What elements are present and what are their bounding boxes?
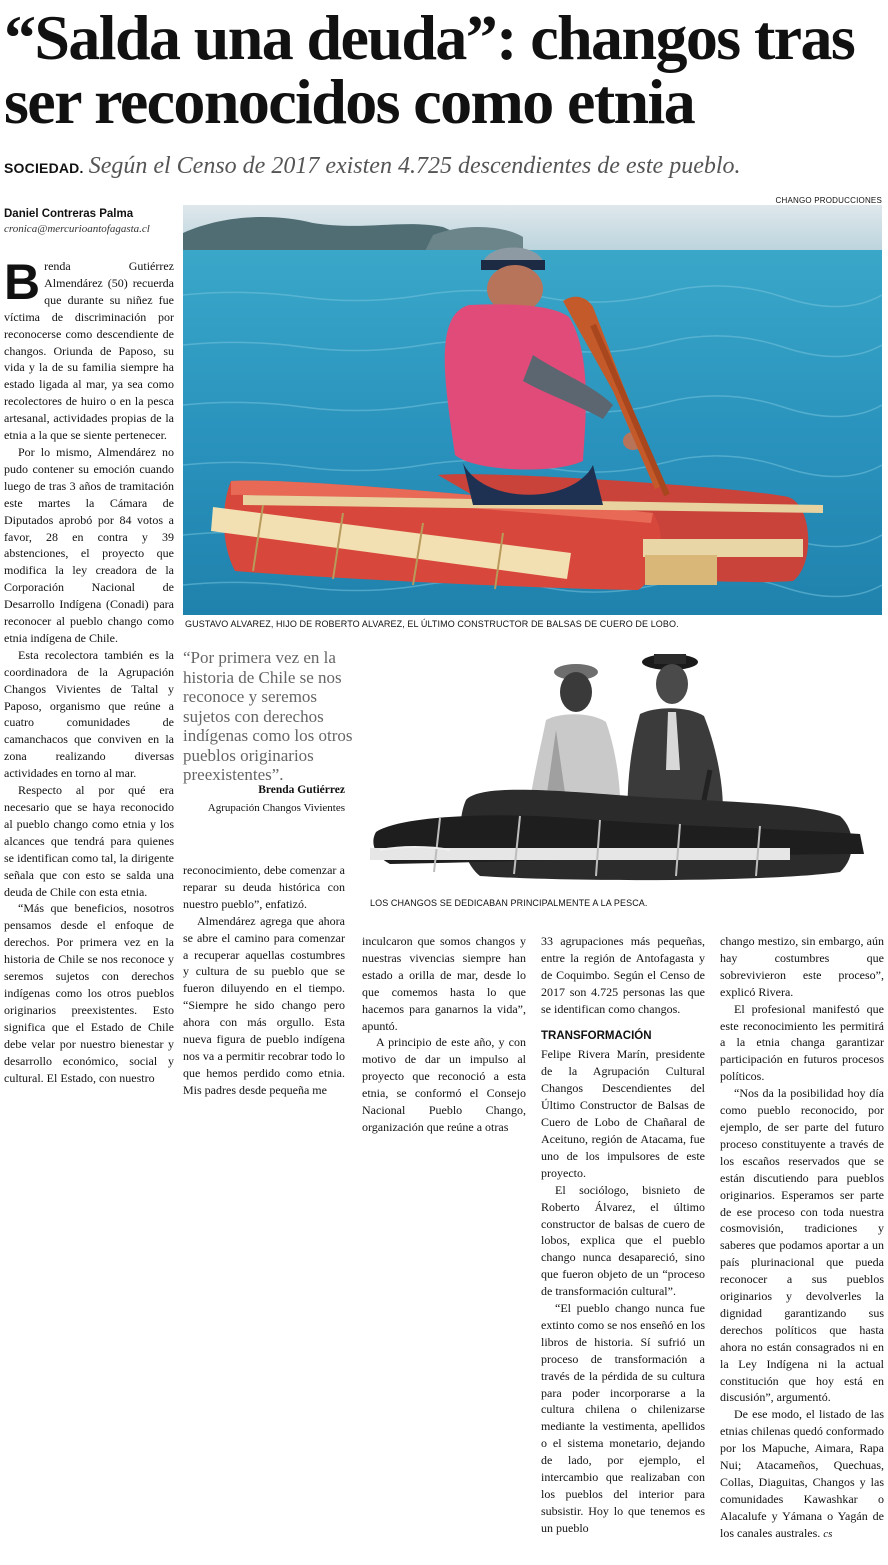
paragraph: El profesional manifestó que este reconocimiento les permitirá a la etnia changa garantizar participación en futuros procesos políticos. — [720, 1001, 884, 1084]
raft-photo-illustration — [183, 205, 882, 615]
paragraph: Felipe Rivera Marín, presidente de la Agrupación Cultural Changos Descendientes del Último Constructor de Balsas de Cuero de Lobo de Chañaral de Aceituno, región de Atacama, fue uno de los impulsores de este proyecto. — [541, 1047, 705, 1180]
historic-photo — [370, 650, 882, 895]
paragraph: “El pueblo chango nunca fue extinto como se nos enseñó en los libros de historia. Sí sufrió un proceso de transformación a través de la pérdida de su cultura para poder incorporarse a la cultura chilena o chilenizarse mediante la vestimenta, apellidos o el sistema monetario, dejando de lado, por ejemplo, el intercambio que realizaban con los pueblos del interior para subsistir. Hoy lo que tenemos es un pueblo — [541, 1301, 705, 1535]
drop-cap: B — [4, 254, 41, 310]
end-mark: cs — [823, 1527, 833, 1540]
author-name: Daniel Contreras Palma — [4, 208, 134, 220]
paragraph: El sociólogo, bisnieto de Roberto Álvarez, el último constructor de balsas de cuero de lobos, explica que el pueblo chango nunca desapareció, sino que fueron objeto de un “proceso de transformación cultural”. — [541, 1182, 705, 1299]
article-column-5 — [720, 933, 884, 1543]
pull-quote: “Por primera vez en la historia de Chile se nos reconoce y seremos sujetos con derechos indígenas como los otros pueblos originarios preexistentes”. — [183, 648, 353, 784]
paragraph: Por lo mismo, Almendárez no pudo contener su emoción cuando luego de tras 3 años de tramitación este martes la Cámara de Diputados aprobó por 84 votos a favor, 28 en contra y 39 abstenciones, el proyecto que modifica la ley creadora de la Corporación Nacional de Desarrollo Indígena (Conadi) para reconocer al pueblo chango como etnia indígena de Chile. — [4, 444, 174, 645]
main-photo — [183, 205, 882, 615]
article-column-3 — [362, 933, 526, 1136]
deck: Según el Censo de 2017 existen 4.725 descendientes de este pueblo. — [88, 153, 741, 179]
paragraph: 33 agrupaciones más pequeñas, entre la región de Antofagasta y de Coquimbo. Según el Censo de 2017 son 4.725 personas las que se identifican como changos. — [541, 934, 705, 1016]
paragraph: “Más que beneficios, nosotros pensamos desde el enfoque de derechos. Por primera vez en la historia de Chile se nos reconoce y seremos sujetos con derechos indígenas como los otros pueblos originarios preexistentes. Esto significa que el Estado de Chile debe velar por nuestro bienestar y desarrollo económico, social y cultural. El Estado, con nuestro — [4, 901, 174, 1085]
article-column-2 — [183, 862, 345, 1099]
paragraph: “Nos da la posibilidad hoy día como pueblo reconocido, por ejemplo, de ser parte del futuro proceso constituyente a través de los escaños reservados que se están discutiendo para pueblos originarios. Esperamos ser parte de ese proceso con toda nuestra cosmovisión, tradiciones y saberes que podamos aportar a un país plurinacional que pueda reconocer a sus pueblos originarios y devolverles la dignidad garantizando sus derechos políticos que hasta ahora no están consagrados ni en la Ley Indígena ni la actual constitución que hoy está en discusión”, argumentó. — [720, 1086, 884, 1405]
photo-credit: CHANGO PRODUCCIONES — [775, 196, 882, 205]
historic-raft-illustration — [370, 650, 882, 895]
pull-quote-org: Agrupación Changos Vivientes — [207, 802, 345, 814]
pull-quote-author: Brenda Gutiérrez — [258, 784, 345, 796]
article-column-4 — [541, 933, 705, 1537]
paragraph: De ese modo, el listado de las etnias chilenas quedó conformado por los Mapuche, Aimara, Rapa Nui; Atacameños, Quechuas, Collas, Diaguitas, Changos y las comunidades Kawashkar o Alacalufe y Yámana o Yagán de los canales australes. cs — [720, 1407, 884, 1540]
paragraph: Esta recolectora también es la coordinadora de la Agrupación Changos Vivientes de Taltal y Paposo, organismo que reúne a cuatro comunidades de camanchacos que conviven en la zona realizando diversas actividades en torno al mar. — [4, 647, 174, 781]
paragraph: inculcaron que somos changos y nuestras vivencias siempre han estado a orilla de mar, desde lo que comemos hasta lo que hacemos para ganarnos la vida”, apuntó. — [362, 934, 526, 1033]
paragraph: chango mestizo, sin embargo, aún hay costumbres que sobrevivieron este proceso”, explicó Rivera. — [720, 934, 884, 999]
article-column-1 — [4, 254, 174, 1086]
author-email[interactable]: cronica@mercurioantofagasta.cl — [4, 223, 150, 235]
section-kicker: SOCIEDAD. — [4, 160, 84, 176]
byline — [4, 208, 176, 235]
paragraph: reconocimiento, debe comenzar a reparar su deuda histórica con nuestro pueblo”, enfatizó. — [183, 863, 345, 911]
paragraph: A principio de este año, y con motivo de dar un impulso al proyecto que reconoció a esta etnia, se conformó el Consejo Nacional Pueblo Chango, organización que reúne a otras — [362, 1035, 526, 1134]
subhead — [4, 153, 884, 180]
photo-caption-main: GUSTAVO ALVAREZ, HIJO DE ROBERTO ALVAREZ, EL ÚLTIMO CONSTRUCTOR DE BALSAS DE CUERO DE LOBO. — [185, 619, 679, 629]
paragraph: Brenda Gutiérrez Almendárez (50) recuerda que durante su niñez fue víctima de discriminación por reconocerse como descendiente de changos. Oriunda de Paposo, su vida y la de su familia siempre ha estado ligada al mar, ya sea como recolectores de huiro o en la pesca artesanal, actividades propias de la etnia a la que se siente pertenecer. — [4, 254, 174, 443]
headline: “Salda una deuda”: changos tras ser reconocidos como etnia — [4, 2, 855, 137]
photo-caption-historic: LOS CHANGOS SE DEDICABAN PRINCIPALMENTE A LA PESCA. — [370, 898, 648, 908]
section-heading: TRANSFORMACIÓN — [541, 1029, 652, 1042]
paragraph: Almendárez agrega que ahora se abre el camino para comenzar a recuperar aquellas costumbres y cultura de su pueblo que se fueron diluyendo en el tiempo. “Siempre he sido chango pero ahora con más orgullo. Esta nueva figura de pueblo indígena nos va a permitir recobrar todo lo que hemos perdido como etnia. Mis padres desde pequeña me — [183, 913, 345, 1097]
paragraph: Respecto al por qué era necesario que se haya reconocido al pueblo chango como etnia y los alcances que tendrá para quienes se identifican como tal, la dirigente señala que con esto se salda una deuda de Chile con esta etnia. — [4, 783, 174, 899]
